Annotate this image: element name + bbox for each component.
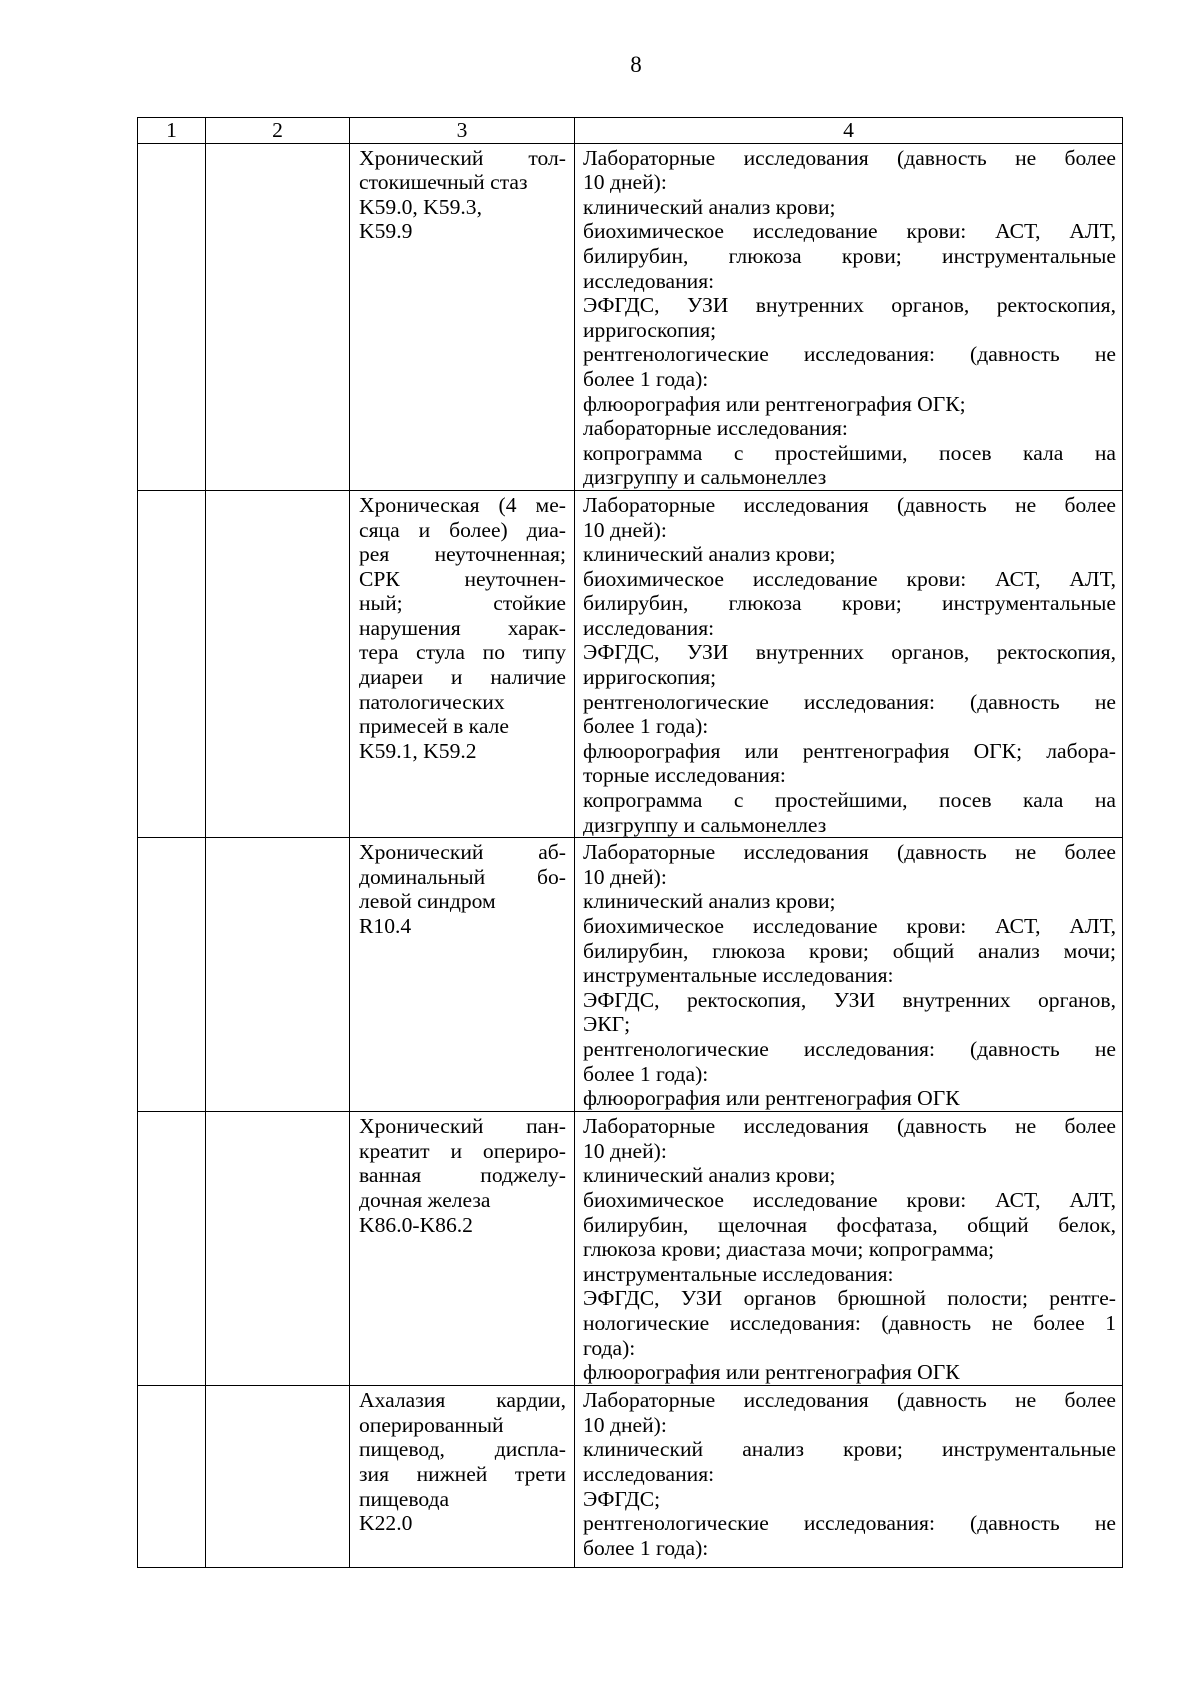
- table-row: [138, 838, 1123, 1112]
- diagnosis-text-line: нарушения харак-: [359, 615, 566, 640]
- examination-text-line: Лабораторные исследования (давность не более: [583, 145, 1116, 170]
- cell-col2: [206, 143, 350, 490]
- diagnosis-text-line: стокишечный стаз: [359, 170, 528, 195]
- examination-text-line: инструментальные исследования:: [583, 963, 894, 988]
- examination-text-line: ЭФГДС, УЗИ внутренних органов, ректоскопия,: [583, 293, 1116, 318]
- examination-text-line: лабораторные исследования:: [583, 416, 848, 441]
- examination-text-line: биохимическое исследование крови: АСТ, АЛТ,: [583, 914, 1116, 938]
- document-table: [137, 117, 1123, 1568]
- diagnosis-text-line: тера стула по типу: [359, 640, 566, 665]
- examinations-cell: [575, 1112, 1123, 1386]
- examination-text-line: исследования:: [583, 268, 715, 293]
- examination-text-line: рентгенологические исследования: (давность не: [583, 1511, 1116, 1536]
- table-row: [138, 490, 1123, 837]
- examination-text-line: биохимическое исследование крови: АСТ, АЛТ,: [583, 219, 1116, 244]
- examination-text-line: исследования:: [583, 1462, 715, 1486]
- examination-text-line: дизгруппу и сальмонеллез: [583, 465, 827, 490]
- diagnosis-text-line: патологических: [359, 689, 505, 714]
- examination-text-line: ирригоскопия;: [583, 665, 717, 690]
- examination-text-line: дизгруппу и сальмонеллез: [583, 812, 827, 837]
- examination-text-line: Лабораторные исследования (давность не более: [583, 1114, 1116, 1139]
- cell-col2: [206, 838, 350, 1112]
- examination-text-line: года):: [583, 1335, 636, 1360]
- examination-text-line: 10 дней):: [583, 170, 667, 195]
- examination-text-line: биохимическое исследование крови: АСТ, АЛТ,: [583, 566, 1116, 591]
- examination-text-line: флюорография или рентгенография ОГК;: [583, 391, 966, 416]
- examination-text-line: 10 дней):: [583, 1412, 667, 1437]
- examination-text-line: клинический анализ крови;: [583, 1163, 836, 1188]
- examination-text-line: билирубин, глюкоза крови; инструментальные: [583, 591, 1116, 616]
- examination-text-line: инструментальные исследования:: [583, 1261, 894, 1286]
- diagnosis-cell: [350, 1112, 575, 1386]
- diagnosis-text-line: K59.0, K59.3,: [359, 194, 482, 219]
- diagnosis-cell: [350, 838, 575, 1112]
- examination-text-line: билирубин, щелочная фосфатаза, общий белок,: [583, 1212, 1116, 1237]
- page-number: 8: [630, 52, 642, 77]
- column-header-3: 3: [350, 118, 575, 144]
- diagnosis-text-line: примесей в кале: [359, 714, 509, 739]
- examination-text-line: биохимическое исследование крови: АСТ, АЛТ,: [583, 1188, 1116, 1212]
- examination-text-line: более 1 года):: [583, 1535, 709, 1560]
- diagnosis-text-line: левой синдром: [359, 889, 496, 914]
- examination-text-line: билирубин, глюкоза крови; общий анализ мочи;: [583, 938, 1116, 963]
- examination-text-line: ЭФГДС, УЗИ органов брюшной полости; рентге-: [583, 1286, 1116, 1311]
- diagnosis-text-line: СРК неуточнен-: [359, 566, 566, 591]
- diagnosis-cell: [350, 490, 575, 837]
- diagnosis-text-line: рея неуточненная;: [359, 542, 566, 567]
- examination-text-line: ЭФГДС, УЗИ внутренних органов, ректоскопия,: [583, 640, 1116, 665]
- diagnosis-text-line: сяца и более) диа-: [359, 517, 566, 542]
- examination-text-line: рентгенологические исследования: (давность не: [583, 342, 1116, 367]
- examination-text-line: клинический анализ крови;: [583, 542, 836, 567]
- cell-col1: [138, 1386, 206, 1568]
- examination-text-line: 10 дней):: [583, 517, 667, 542]
- examination-text-line: ЭКГ;: [583, 1012, 631, 1037]
- examination-text-line: исследования:: [583, 615, 715, 640]
- examination-text-line: 10 дней):: [583, 1138, 667, 1163]
- examination-text-line: Лабораторные исследования (давность не более: [583, 1388, 1116, 1413]
- examination-text-line: ирригоскопия;: [583, 317, 717, 342]
- diagnosis-text-line: ванная поджелу-: [359, 1163, 566, 1188]
- cell-col2: [206, 1112, 350, 1386]
- diagnosis-text-line: Хроническая (4 ме-: [359, 492, 566, 517]
- diagnosis-text-line: доминальный бо-: [359, 864, 566, 889]
- diagnosis-text-line: K86.0-K86.2: [359, 1212, 473, 1237]
- examination-text-line: более 1 года):: [583, 714, 709, 739]
- diagnosis-cell: [350, 143, 575, 490]
- column-header-4: 4: [575, 118, 1123, 144]
- examinations-cell: [575, 1386, 1123, 1568]
- cell-col1: [138, 143, 206, 490]
- cell-col1: [138, 1112, 206, 1386]
- examination-text-line: торные исследования:: [583, 763, 786, 788]
- table-header-row: [138, 118, 1123, 144]
- examination-text-line: более 1 года):: [583, 366, 709, 391]
- examination-text-line: более 1 года):: [583, 1061, 709, 1086]
- diagnosis-text-line: дочная железа: [359, 1188, 491, 1212]
- examination-text-line: рентгенологические исследования: (давность не: [583, 1036, 1116, 1061]
- cell-col2: [206, 1386, 350, 1568]
- diagnosis-text-line: R10.4: [359, 914, 412, 938]
- examinations-cell: [575, 838, 1123, 1112]
- examinations-cell: [575, 490, 1123, 837]
- table-row: [138, 1386, 1123, 1568]
- examination-text-line: Лабораторные исследования (давность не более: [583, 492, 1116, 517]
- diagnosis-text-line: зия нижней трети: [359, 1462, 566, 1486]
- examination-text-line: флюорография или рентгенография ОГК: [583, 1086, 960, 1111]
- diagnosis-text-line: Хронический пан-: [359, 1114, 566, 1139]
- examination-text-line: нологические исследования: (давность не более 1: [583, 1310, 1116, 1335]
- examinations-cell: [575, 143, 1123, 490]
- examination-text-line: клинический анализ крови; инструментальные: [583, 1437, 1116, 1462]
- diagnosis-text-line: пищевод, диспла-: [359, 1437, 566, 1462]
- column-header-2: 2: [206, 118, 350, 144]
- diagnosis-text-line: K22.0: [359, 1511, 413, 1536]
- diagnosis-text-line: диареи и наличие: [359, 665, 566, 690]
- cell-col1: [138, 490, 206, 837]
- diagnosis-text-line: K59.1, K59.2: [359, 738, 477, 763]
- cell-col2: [206, 490, 350, 837]
- examination-text-line: 10 дней):: [583, 864, 667, 889]
- examination-text-line: клинический анализ крови;: [583, 194, 836, 219]
- diagnosis-text-line: Хронический тол-: [359, 145, 566, 170]
- examination-text-line: рентгенологические исследования: (давность не: [583, 689, 1116, 714]
- examination-text-line: Лабораторные исследования (давность не более: [583, 840, 1116, 865]
- table-row: [138, 143, 1123, 490]
- examination-text-line: копрограмма с простейшими, посев кала на: [583, 788, 1116, 813]
- examination-text-line: ЭФГДС, ректоскопия, УЗИ внутренних органов,: [583, 987, 1116, 1012]
- examination-text-line: клинический анализ крови;: [583, 889, 836, 914]
- diagnosis-text-line: оперированный: [359, 1412, 504, 1437]
- table-row: [138, 1112, 1123, 1386]
- examination-text-line: копрограмма с простейшими, посев кала на: [583, 440, 1116, 465]
- diagnosis-text-line: креатит и опериро-: [359, 1138, 566, 1163]
- examination-text-line: флюорография или рентгенография ОГК: [583, 1360, 960, 1385]
- diagnosis-text-line: Хронический аб-: [359, 840, 566, 865]
- column-header-1: 1: [138, 118, 206, 144]
- diagnosis-text-line: K59.9: [359, 219, 413, 244]
- cell-col1: [138, 838, 206, 1112]
- examination-text-line: флюорография или рентгенография ОГК; лабора-: [583, 738, 1116, 763]
- diagnosis-text-line: Ахалазия кардии,: [359, 1388, 566, 1413]
- diagnosis-cell: [350, 1386, 575, 1568]
- examination-text-line: ЭФГДС;: [583, 1486, 661, 1511]
- examination-text-line: билирубин, глюкоза крови; инструментальные: [583, 243, 1116, 268]
- diagnosis-text-line: ный; стойкие: [359, 591, 566, 616]
- diagnosis-text-line: пищевода: [359, 1486, 450, 1511]
- examination-text-line: глюкоза крови; диастаза мочи; копрограмма;: [583, 1237, 995, 1262]
